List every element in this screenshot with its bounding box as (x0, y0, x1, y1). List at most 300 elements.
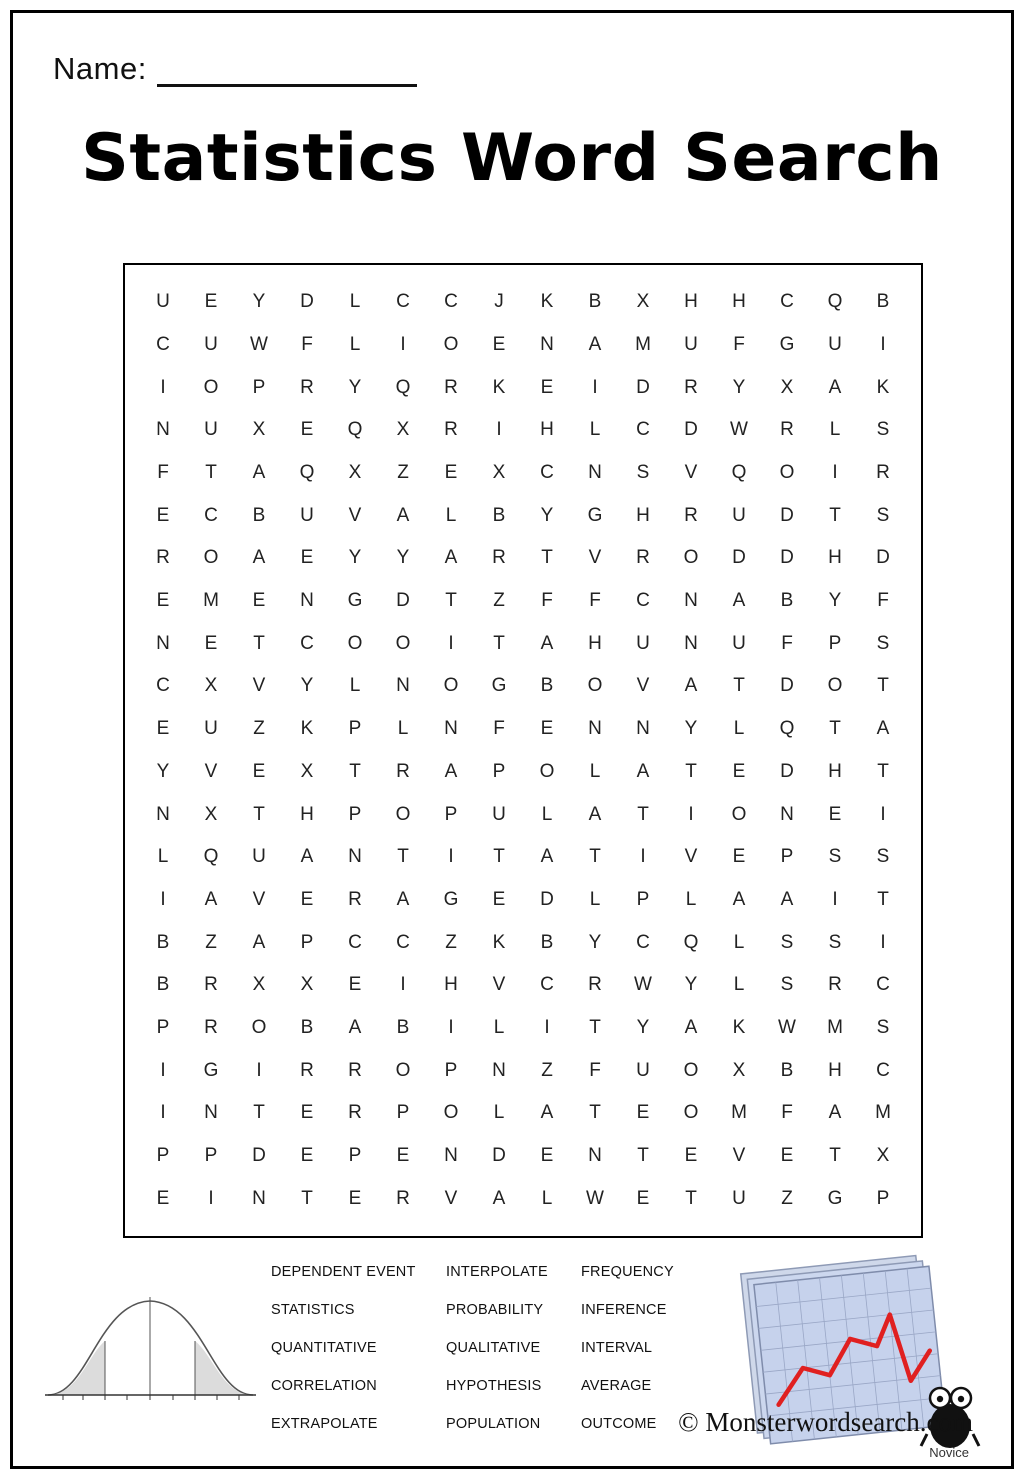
grid-cell[interactable]: N (588, 462, 602, 484)
grid-cell[interactable]: C (876, 974, 890, 996)
grid-cell[interactable]: Q (683, 931, 699, 953)
grid-cell[interactable]: V (492, 974, 506, 996)
grid-cell[interactable]: U (828, 334, 842, 356)
grid-cell[interactable]: N (492, 1059, 506, 1081)
grid-cell[interactable]: T (589, 1102, 601, 1124)
grid-cell[interactable]: L (349, 334, 361, 356)
grid-cell[interactable]: U (732, 504, 746, 526)
word-list-item[interactable]: STATISTICS (271, 1302, 355, 1318)
grid-cell[interactable]: A (684, 675, 698, 697)
grid-cell[interactable]: L (733, 974, 745, 996)
grid-cell[interactable]: T (589, 846, 601, 868)
grid-cell[interactable]: T (637, 1144, 649, 1166)
grid-cell[interactable]: I (832, 888, 838, 910)
grid-cell[interactable]: P (252, 376, 266, 398)
grid-cell[interactable]: P (636, 888, 650, 910)
grid-cell[interactable]: I (880, 334, 886, 356)
grid-cell[interactable]: C (636, 931, 650, 953)
grid-cell[interactable]: T (349, 760, 361, 782)
grid-cell[interactable]: P (348, 1144, 362, 1166)
grid-cell[interactable]: B (252, 504, 266, 526)
grid-cell[interactable]: H (300, 803, 314, 825)
grid-cell[interactable]: K (300, 718, 314, 740)
grid-cell[interactable]: B (300, 1016, 314, 1038)
grid-cell[interactable]: F (157, 462, 169, 484)
grid-cell[interactable]: E (300, 547, 314, 569)
grid-cell[interactable]: C (204, 504, 218, 526)
grid-cell[interactable]: Y (348, 376, 362, 398)
grid-cell[interactable]: Y (300, 675, 314, 697)
grid-cell[interactable]: I (400, 334, 406, 356)
grid-cell[interactable]: J (494, 291, 504, 313)
grid-cell[interactable]: R (780, 419, 794, 441)
grid-cell[interactable]: A (300, 846, 314, 868)
grid-cell[interactable]: L (733, 931, 745, 953)
grid-cell[interactable]: P (396, 1102, 410, 1124)
grid-cell[interactable]: O (683, 1102, 699, 1124)
grid-cell[interactable]: U (636, 1059, 650, 1081)
grid-cell[interactable]: C (300, 632, 314, 654)
grid-cell[interactable]: M (203, 590, 219, 612)
grid-cell[interactable]: U (492, 803, 506, 825)
grid-cell[interactable]: D (300, 291, 314, 313)
grid-cell[interactable]: T (541, 547, 553, 569)
grid-cell[interactable]: R (204, 1016, 218, 1038)
grid-cell[interactable]: A (492, 1187, 506, 1209)
grid-cell[interactable]: A (252, 931, 266, 953)
grid-cell[interactable]: D (396, 590, 410, 612)
grid-cell[interactable]: T (253, 1102, 265, 1124)
grid-cell[interactable]: X (732, 1059, 746, 1081)
grid-cell[interactable]: X (876, 1144, 890, 1166)
grid-cell[interactable]: X (780, 376, 794, 398)
grid-cell[interactable]: B (156, 974, 170, 996)
grid-cell[interactable]: C (348, 931, 362, 953)
grid-cell[interactable]: I (544, 1016, 550, 1038)
name-input-blank[interactable] (157, 57, 417, 87)
grid-cell[interactable]: F (877, 590, 889, 612)
grid-cell[interactable]: S (780, 931, 794, 953)
grid-cell[interactable]: U (636, 632, 650, 654)
grid-cell[interactable]: O (587, 675, 603, 697)
grid-cell[interactable]: A (588, 803, 602, 825)
grid-cell[interactable]: E (156, 1187, 170, 1209)
grid-cell[interactable]: B (780, 590, 794, 612)
grid-cell[interactable]: F (301, 334, 313, 356)
grid-cell[interactable]: X (348, 462, 362, 484)
grid-cell[interactable]: C (444, 291, 458, 313)
grid-cell[interactable]: P (444, 1059, 458, 1081)
grid-cell[interactable]: A (252, 547, 266, 569)
grid-cell[interactable]: H (588, 632, 602, 654)
grid-cell[interactable]: X (252, 419, 266, 441)
grid-cell[interactable]: A (876, 718, 890, 740)
grid-cell[interactable]: E (636, 1102, 650, 1124)
word-list-item[interactable]: POPULATION (446, 1416, 541, 1432)
grid-cell[interactable]: F (589, 1059, 601, 1081)
grid-cell[interactable]: E (348, 974, 362, 996)
grid-cell[interactable]: N (684, 632, 698, 654)
grid-cell[interactable]: Y (396, 547, 410, 569)
grid-cell[interactable]: S (636, 462, 650, 484)
grid-cell[interactable]: V (732, 1144, 746, 1166)
grid-cell[interactable]: B (780, 1059, 794, 1081)
grid-cell[interactable]: I (688, 803, 694, 825)
grid-cell[interactable]: P (156, 1144, 170, 1166)
grid-cell[interactable]: T (733, 675, 745, 697)
grid-cell[interactable]: A (732, 590, 746, 612)
grid-cell[interactable]: C (156, 334, 170, 356)
grid-cell[interactable]: G (347, 590, 363, 612)
grid-cell[interactable]: V (348, 504, 362, 526)
grid-cell[interactable]: D (540, 888, 554, 910)
grid-cell[interactable]: G (203, 1059, 219, 1081)
grid-cell[interactable]: I (160, 1059, 166, 1081)
grid-cell[interactable]: N (252, 1187, 266, 1209)
grid-cell[interactable]: A (828, 1102, 842, 1124)
grid-cell[interactable]: A (588, 334, 602, 356)
grid-cell[interactable]: F (541, 590, 553, 612)
grid-cell[interactable]: K (492, 376, 506, 398)
grid-cell[interactable]: N (156, 803, 170, 825)
grid-cell[interactable]: A (780, 888, 794, 910)
grid-cell[interactable]: M (875, 1102, 891, 1124)
grid-cell[interactable]: P (444, 803, 458, 825)
grid-cell[interactable]: T (637, 803, 649, 825)
grid-cell[interactable]: Z (541, 1059, 553, 1081)
grid-cell[interactable]: Z (781, 1187, 793, 1209)
word-list-item[interactable]: OUTCOME (581, 1416, 657, 1432)
grid-cell[interactable]: Q (779, 718, 795, 740)
grid-cell[interactable]: N (204, 1102, 218, 1124)
grid-cell[interactable]: C (636, 419, 650, 441)
grid-cell[interactable]: E (636, 1187, 650, 1209)
grid-cell[interactable]: L (445, 504, 457, 526)
grid-cell[interactable]: R (348, 888, 362, 910)
grid-cell[interactable]: E (780, 1144, 794, 1166)
grid-cell[interactable]: I (160, 1102, 166, 1124)
grid-cell[interactable]: E (540, 1144, 554, 1166)
grid-cell[interactable]: A (540, 1102, 554, 1124)
grid-cell[interactable]: R (300, 1059, 314, 1081)
grid-cell[interactable]: A (684, 1016, 698, 1038)
grid-cell[interactable]: S (876, 1016, 890, 1038)
grid-cell[interactable]: N (588, 718, 602, 740)
word-list-item[interactable]: HYPOTHESIS (446, 1378, 542, 1394)
grid-cell[interactable]: Y (252, 291, 266, 313)
grid-cell[interactable]: L (349, 675, 361, 697)
grid-cell[interactable]: S (828, 931, 842, 953)
grid-cell[interactable]: L (157, 846, 169, 868)
grid-cell[interactable]: G (827, 1187, 843, 1209)
grid-cell[interactable]: O (203, 376, 219, 398)
grid-cell[interactable]: Q (395, 376, 411, 398)
grid-cell[interactable]: O (443, 334, 459, 356)
word-list-item[interactable]: CORRELATION (271, 1378, 377, 1394)
grid-cell[interactable]: Y (732, 376, 746, 398)
grid-cell[interactable]: A (540, 632, 554, 654)
grid-cell[interactable]: E (684, 1144, 698, 1166)
grid-cell[interactable]: O (683, 547, 699, 569)
grid-cell[interactable]: R (636, 547, 650, 569)
grid-cell[interactable]: A (636, 760, 650, 782)
grid-cell[interactable]: H (828, 760, 842, 782)
grid-cell[interactable]: W (250, 334, 268, 356)
grid-cell[interactable]: O (251, 1016, 267, 1038)
grid-cell[interactable]: X (636, 291, 650, 313)
grid-cell[interactable]: T (685, 760, 697, 782)
grid-cell[interactable]: E (396, 1144, 410, 1166)
grid-cell[interactable]: R (684, 504, 698, 526)
word-list-item[interactable]: QUALITATIVE (446, 1340, 541, 1356)
grid-cell[interactable]: R (204, 974, 218, 996)
grid-cell[interactable]: Y (156, 760, 170, 782)
grid-cell[interactable]: R (348, 1102, 362, 1124)
grid-cell[interactable]: T (253, 803, 265, 825)
grid-cell[interactable]: D (684, 419, 698, 441)
grid-cell[interactable]: L (589, 419, 601, 441)
grid-cell[interactable]: K (732, 1016, 746, 1038)
grid-cell[interactable]: E (828, 803, 842, 825)
grid-cell[interactable]: D (876, 547, 890, 569)
grid-cell[interactable]: T (829, 718, 841, 740)
grid-cell[interactable]: B (492, 504, 506, 526)
grid-cell[interactable]: T (829, 1144, 841, 1166)
grid-cell[interactable]: U (204, 718, 218, 740)
grid-cell[interactable]: T (205, 462, 217, 484)
grid-cell[interactable]: T (877, 888, 889, 910)
grid-cell[interactable]: V (252, 675, 266, 697)
grid-cell[interactable]: O (779, 462, 795, 484)
grid-cell[interactable]: L (397, 718, 409, 740)
grid-cell[interactable]: C (540, 974, 554, 996)
grid-cell[interactable]: D (252, 1144, 266, 1166)
grid-cell[interactable]: N (444, 1144, 458, 1166)
grid-cell[interactable]: N (300, 590, 314, 612)
grid-cell[interactable]: Z (205, 931, 217, 953)
grid-cell[interactable]: Q (203, 846, 219, 868)
grid-cell[interactable]: N (588, 1144, 602, 1166)
grid-cell[interactable]: Y (684, 974, 698, 996)
grid-cell[interactable]: A (348, 1016, 362, 1038)
grid-cell[interactable]: P (156, 1016, 170, 1038)
grid-cell[interactable]: N (636, 718, 650, 740)
grid-cell[interactable]: T (877, 675, 889, 697)
grid-cell[interactable]: P (348, 803, 362, 825)
grid-cell[interactable]: E (252, 590, 266, 612)
grid-cell[interactable]: E (252, 760, 266, 782)
grid-cell[interactable]: B (396, 1016, 410, 1038)
grid-cell[interactable]: I (496, 419, 502, 441)
grid-cell[interactable]: C (396, 291, 410, 313)
grid-cell[interactable]: L (733, 718, 745, 740)
grid-cell[interactable]: M (635, 334, 651, 356)
grid-cell[interactable]: P (828, 632, 842, 654)
grid-cell[interactable]: H (444, 974, 458, 996)
grid-cell[interactable]: I (880, 931, 886, 953)
grid-cell[interactable]: O (827, 675, 843, 697)
grid-cell[interactable]: E (204, 632, 218, 654)
grid-cell[interactable]: X (204, 675, 218, 697)
word-list-item[interactable]: EXTRAPOLATE (271, 1416, 378, 1432)
grid-cell[interactable]: E (300, 419, 314, 441)
word-list-item[interactable]: INFERENCE (581, 1302, 667, 1318)
grid-cell[interactable]: M (827, 1016, 843, 1038)
word-list-item[interactable]: INTERVAL (581, 1340, 653, 1356)
grid-cell[interactable]: R (300, 376, 314, 398)
grid-cell[interactable]: Y (588, 931, 602, 953)
grid-cell[interactable]: Y (828, 590, 842, 612)
grid-cell[interactable]: D (780, 675, 794, 697)
word-list-item[interactable]: FREQUENCY (581, 1264, 674, 1280)
grid-cell[interactable]: N (780, 803, 794, 825)
grid-cell[interactable]: H (828, 547, 842, 569)
grid-cell[interactable]: X (204, 803, 218, 825)
grid-cell[interactable]: R (396, 760, 410, 782)
grid-cell[interactable]: T (301, 1187, 313, 1209)
grid-cell[interactable]: Y (636, 1016, 650, 1038)
grid-cell[interactable]: E (492, 888, 506, 910)
grid-cell[interactable]: X (300, 974, 314, 996)
grid-cell[interactable]: Y (540, 504, 554, 526)
grid-cell[interactable]: D (636, 376, 650, 398)
grid-cell[interactable]: L (589, 760, 601, 782)
grid-cell[interactable]: P (300, 931, 314, 953)
grid-cell[interactable]: V (588, 547, 602, 569)
grid-cell[interactable]: L (349, 291, 361, 313)
grid-cell[interactable]: R (876, 462, 890, 484)
grid-cell[interactable]: P (348, 718, 362, 740)
grid-cell[interactable]: E (300, 1144, 314, 1166)
grid-cell[interactable]: V (444, 1187, 458, 1209)
grid-cell[interactable]: O (683, 1059, 699, 1081)
grid-cell[interactable]: W (778, 1016, 796, 1038)
grid-cell[interactable]: R (828, 974, 842, 996)
grid-cell[interactable]: Q (827, 291, 843, 313)
grid-cell[interactable]: I (160, 376, 166, 398)
grid-cell[interactable]: E (204, 291, 218, 313)
grid-cell[interactable]: T (589, 1016, 601, 1038)
grid-cell[interactable]: I (160, 888, 166, 910)
grid-cell[interactable]: N (540, 334, 554, 356)
grid-cell[interactable]: C (156, 675, 170, 697)
grid-cell[interactable]: A (540, 846, 554, 868)
grid-cell[interactable]: Z (445, 931, 457, 953)
grid-cell[interactable]: Y (684, 718, 698, 740)
grid-cell[interactable]: F (493, 718, 505, 740)
grid-cell[interactable]: D (492, 1144, 506, 1166)
grid-cell[interactable]: H (732, 291, 746, 313)
grid-cell[interactable]: V (636, 675, 650, 697)
grid-cell[interactable]: N (444, 718, 458, 740)
grid-cell[interactable]: P (204, 1144, 218, 1166)
grid-cell[interactable]: I (208, 1187, 214, 1209)
grid-cell[interactable]: D (780, 760, 794, 782)
grid-cell[interactable]: Q (347, 419, 363, 441)
grid-cell[interactable]: U (204, 334, 218, 356)
grid-cell[interactable]: E (348, 1187, 362, 1209)
grid-cell[interactable]: T (445, 590, 457, 612)
grid-cell[interactable]: R (588, 974, 602, 996)
grid-cell[interactable]: O (395, 803, 411, 825)
grid-cell[interactable]: I (832, 462, 838, 484)
grid-cell[interactable]: S (876, 632, 890, 654)
grid-cell[interactable]: V (252, 888, 266, 910)
grid-cell[interactable]: Q (731, 462, 747, 484)
grid-cell[interactable]: O (443, 1102, 459, 1124)
grid-cell[interactable]: L (493, 1102, 505, 1124)
grid-cell[interactable]: N (348, 846, 362, 868)
grid-cell[interactable]: H (636, 504, 650, 526)
grid-cell[interactable]: B (588, 291, 602, 313)
grid-cell[interactable]: R (684, 376, 698, 398)
grid-cell[interactable]: G (491, 675, 507, 697)
grid-cell[interactable]: Q (299, 462, 315, 484)
grid-cell[interactable]: P (876, 1187, 890, 1209)
grid-cell[interactable]: S (876, 419, 890, 441)
grid-cell[interactable]: B (156, 931, 170, 953)
grid-cell[interactable]: F (733, 334, 745, 356)
grid-cell[interactable]: O (347, 632, 363, 654)
grid-cell[interactable]: X (492, 462, 506, 484)
grid-cell[interactable]: N (396, 675, 410, 697)
grid-cell[interactable]: T (253, 632, 265, 654)
grid-cell[interactable]: K (540, 291, 554, 313)
grid-cell[interactable]: U (732, 632, 746, 654)
grid-cell[interactable]: H (828, 1059, 842, 1081)
word-list-item[interactable]: PROBABILITY (446, 1302, 544, 1318)
grid-cell[interactable]: A (444, 760, 458, 782)
grid-cell[interactable]: S (828, 846, 842, 868)
grid-cell[interactable]: L (829, 419, 841, 441)
grid-cell[interactable]: L (493, 1016, 505, 1038)
grid-cell[interactable]: R (348, 1059, 362, 1081)
grid-cell[interactable]: X (252, 974, 266, 996)
grid-cell[interactable]: T (829, 504, 841, 526)
grid-cell[interactable]: V (684, 846, 698, 868)
grid-cell[interactable]: A (252, 462, 266, 484)
grid-cell[interactable]: C (780, 291, 794, 313)
grid-cell[interactable]: U (684, 334, 698, 356)
grid-cell[interactable]: N (684, 590, 698, 612)
grid-cell[interactable]: B (876, 291, 890, 313)
grid-cell[interactable]: W (586, 1187, 604, 1209)
grid-cell[interactable]: K (492, 931, 506, 953)
grid-cell[interactable]: D (732, 547, 746, 569)
grid-cell[interactable]: E (300, 888, 314, 910)
grid-cell[interactable]: N (156, 632, 170, 654)
grid-cell[interactable]: H (540, 419, 554, 441)
word-search-grid[interactable] (123, 263, 923, 1238)
grid-cell[interactable]: V (204, 760, 218, 782)
grid-cell[interactable]: B (540, 675, 554, 697)
word-list-item[interactable]: AVERAGE (581, 1378, 652, 1394)
grid-cell[interactable]: I (448, 632, 454, 654)
grid-cell[interactable]: O (731, 803, 747, 825)
grid-cell[interactable]: A (732, 888, 746, 910)
grid-cell[interactable]: P (780, 846, 794, 868)
grid-cell[interactable]: E (732, 846, 746, 868)
grid-cell[interactable]: B (540, 931, 554, 953)
grid-cell[interactable]: Z (397, 462, 409, 484)
grid-cell[interactable]: T (877, 760, 889, 782)
grid-cell[interactable]: Y (348, 547, 362, 569)
grid-cell[interactable]: E (492, 334, 506, 356)
grid-cell[interactable]: T (397, 846, 409, 868)
grid-cell[interactable]: T (685, 1187, 697, 1209)
grid-cell[interactable]: Z (253, 718, 265, 740)
grid-cell[interactable]: K (876, 376, 890, 398)
